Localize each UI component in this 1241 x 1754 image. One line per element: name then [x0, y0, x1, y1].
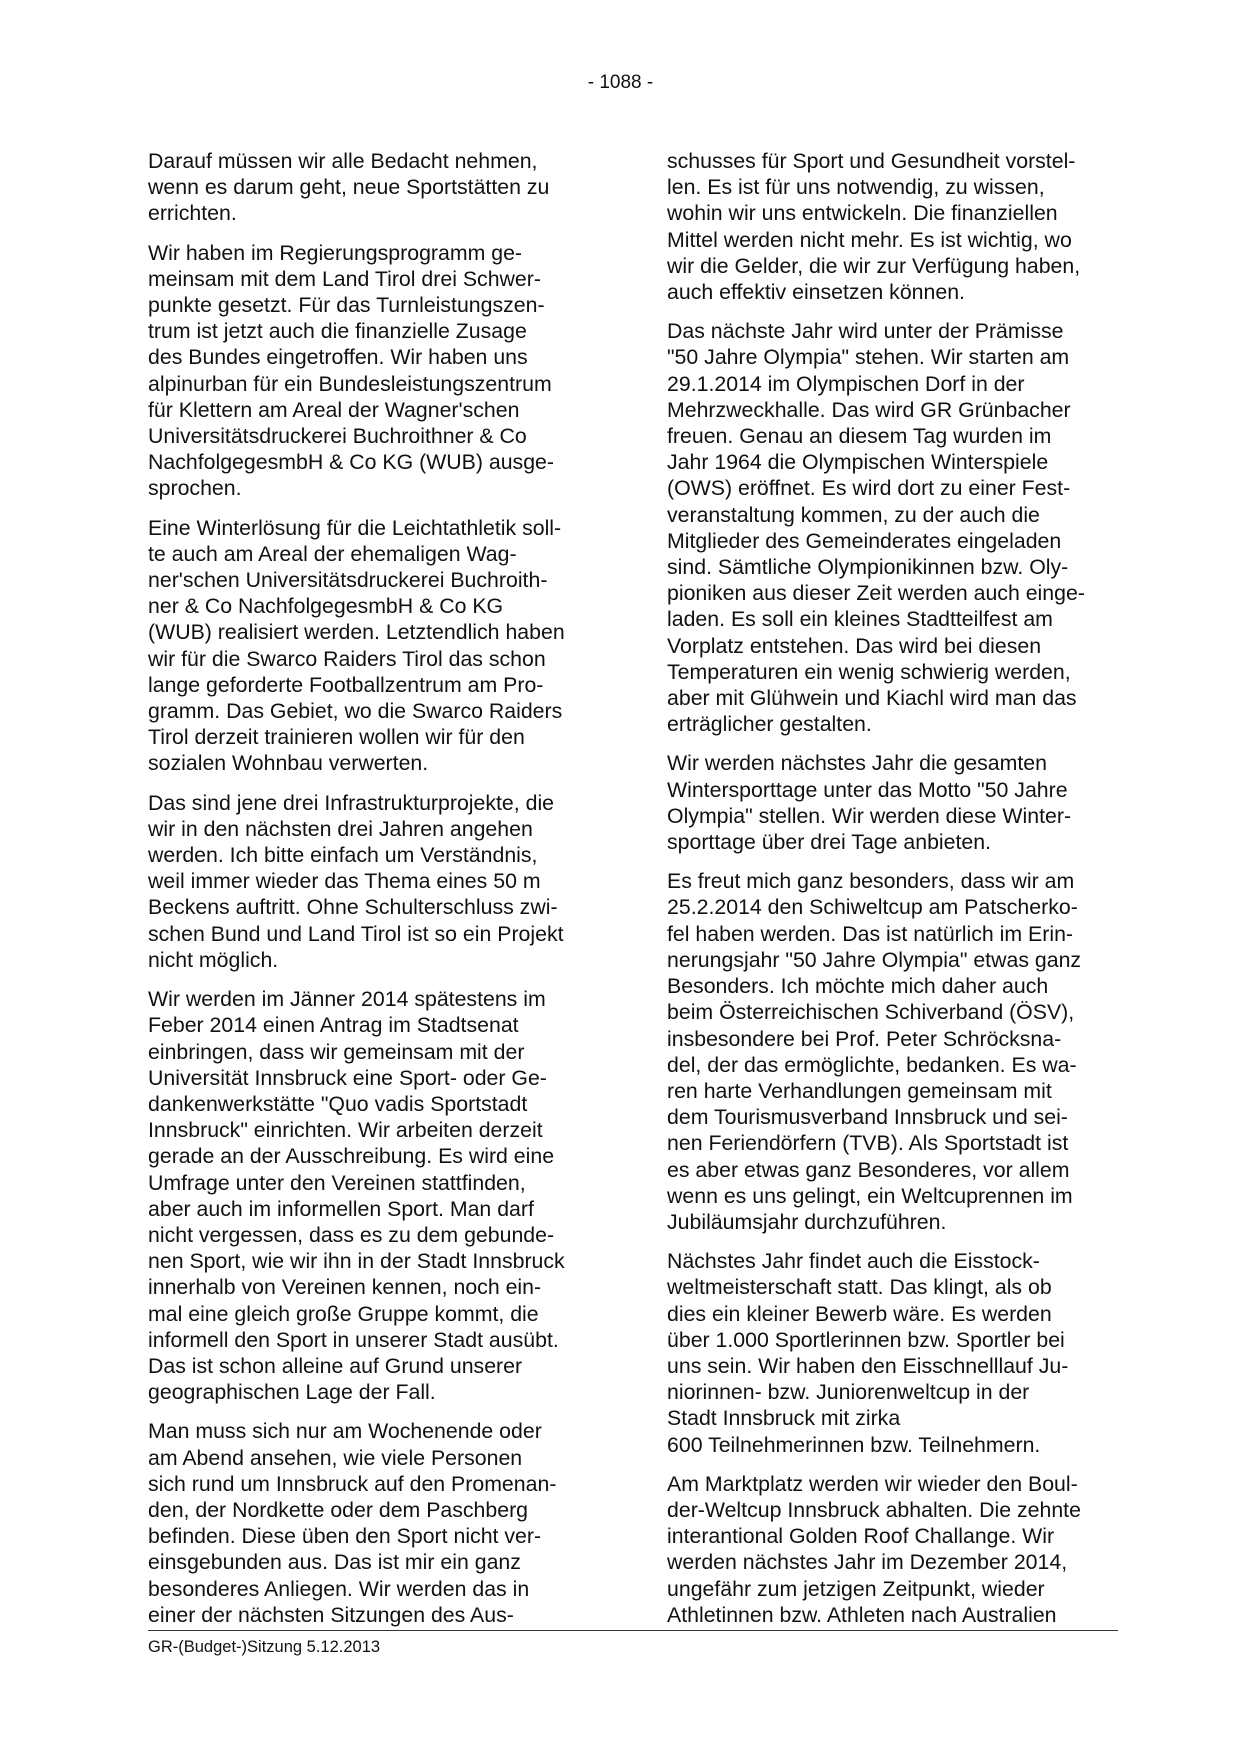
- paragraph: Eine Winterlösung für die Leichtathletik soll- te auch am Areal der ehemaligen Wag- ner'schen Universitätsdruckerei Buchroith- ner & Co NachfolgegesmbH & Co KG (WUB) realisiert werden. Letztendlich haben wir für die Swarco Raiders Tirol das schon lange geforderte Footballzentrum am Pro- gramm. Das Gebiet, wo die Swarco Raiders Tirol derzeit trainieren wollen wir für den sozialen Wohnbau verwerten.: [148, 515, 565, 776]
- paragraph: Am Marktplatz werden wir wieder den Boul- der-Weltcup Innsbruck abhalten. Die zehnte interantional Golden Roof Challange. Wir werden nächstes Jahr im Dezember 2014, ungefähr zum jetzigen Zeitpunkt, wieder Athletinnen bzw. Athleten nach Australien: [667, 1471, 1081, 1627]
- left-column: [148, 148, 592, 1641]
- paragraph: Das nächste Jahr wird unter der Prämisse "50 Jahre Olympia" stehen. Wir starten am 29.1.2014 im Olympischen Dorf in der Mehrzweckhalle. Das wird GR Grünbacher freuen. Genau an diesem Tag wurden im Jahr 1964 die Olympischen Winterspiele (OWS) eröffnet. Es wird dort zu einer Fest- veranstaltung kommen, zu der auch die Mitglieder des Gemeinderates eingeladen sind. Sämtliche Olympionikinnen bzw. Oly- pioniken aus dieser Zeit werden auch einge- laden. Es soll ein kleines Stadtteilfest am Vorplatz entstehen. Das wird bei diesen Temperaturen ein wenig schwierig werden, aber mit Glühwein und Kiachl wird man das erträglicher gestalten.: [667, 319, 1085, 737]
- paragraph: Wir werden im Jänner 2014 spätestens im Feber 2014 einen Antrag im Stadtsenat einbringen, dass wir gemeinsam mit der Universität Innsbruck eine Sport- oder Ge- dankenwerkstätte "Quo vadis Sportstadt Innsbruck" einrichten. Wir arbeiten derzeit gerade an der Ausschreibung. Es wird eine Umfrage unter den Vereinen stattfinden, aber auch im informellen Sport. Man darf nicht vergessen, dass es zu dem gebunde- nen Sport, wie wir ihn in der Stadt Innsbruck innerhalb von Vereinen kennen, noch ein- mal eine gleich große Gruppe kommt, die informell den Sport in unserer Stadt ausübt. Das ist schon alleine auf Grund unserer geographischen Lage der Fall.: [148, 987, 565, 1405]
- footer-divider: [148, 1630, 1118, 1631]
- paragraph: Es freut mich ganz besonders, dass wir am 25.2.2014 den Schiweltcup am Patscherko- fel haben werden. Das ist natürlich im Erin- nerungsjahr "50 Jahre Olympia" etwas ganz Besonders. Ich möchte mich daher auch beim Österreichischen Schiverband (ÖSV), insbesondere bei Prof. Peter Schröcksna- del, der das ermöglichte, bedanken. Es wa- ren harte Verhandlungen gemeinsam mit dem Tourismusverband Innsbruck und sei- nen Feriendörfern (TVB). Als Sportstadt ist es aber etwas ganz Besonderes, vor allem wenn es uns gelingt, ein Weltcuprennen im Jubiläumsjahr durchzuführen.: [667, 869, 1082, 1234]
- footer-session-label: GR-(Budget-)Sitzung 5.12.2013: [148, 1638, 381, 1656]
- paragraph: Man muss sich nur am Wochenende oder am Abend ansehen, wie viele Personen sich rund um Innsbruck auf den Promenan- den, der Nordkette oder dem Paschberg befinden. Diese üben den Sport nicht ver- einsgebunden aus. Das ist mir ein ganz besonderes Anliegen. Wir werden das in einer der nächsten Sitzungen des Aus-: [148, 1419, 557, 1627]
- paragraph: Wir haben im Regierungsprogramm ge- meinsam mit dem Land Tirol drei Schwer- punkte gesetzt. Für das Turnleistungszen- trum ist jetzt auch die finanzielle Zusage des Bundes eingetroffen. Wir haben uns alpinurban für ein Bundesleistungszentrum für Klettern am Areal der Wagner'schen Universitätsdruckerei Buchroithner & Co NachfolgegesmbH & Co KG (WUB) ausge- sprochen.: [148, 240, 554, 501]
- page-number: - 1088 -: [587, 72, 654, 93]
- paragraph: Das sind jene drei Infrastrukturprojekte, die wir in den nächsten drei Jahren angehen werden. Ich bitte einfach um Verständnis, weil immer wieder das Thema eines 50 m Beckens auftritt. Ohne Schulterschluss zwi- schen Bund und Land Tirol ist so ein Projekt nicht möglich.: [148, 790, 564, 972]
- paragraph: Wir werden nächstes Jahr die gesamten Wintersporttage unter das Motto "50 Jahre Olympia" stellen. Wir werden diese Winter- sporttage über drei Tage anbieten.: [667, 751, 1072, 855]
- paragraph: schusses für Sport und Gesundheit vorstel- len. Es ist für uns notwendig, zu wissen, wohin wir uns entwickeln. Die finanziellen Mittel werden nicht mehr. Es ist wichtig, wo wir die Gelder, die wir zur Verfügung haben, auch effektiv einsetzen können.: [667, 149, 1081, 305]
- paragraph: Nächstes Jahr findet auch die Eisstock- weltmeisterschaft statt. Das klingt, als ob dies ein kleiner Bewerb wäre. Es werden über 1.000 Sportlerinnen bzw. Sportler bei uns sein. Wir haben den Eisschnelllauf Ju- niorinnen- bzw. Juniorenweltcup in der Stadt Innsbruck mit zirka 600 Teilnehmerinnen bzw. Teilnehmern.: [667, 1249, 1069, 1457]
- paragraph: Darauf müssen wir alle Bedacht nehmen, wenn es darum geht, neue Sportstätten zu errichten.: [148, 149, 550, 226]
- right-column: [667, 148, 1111, 1641]
